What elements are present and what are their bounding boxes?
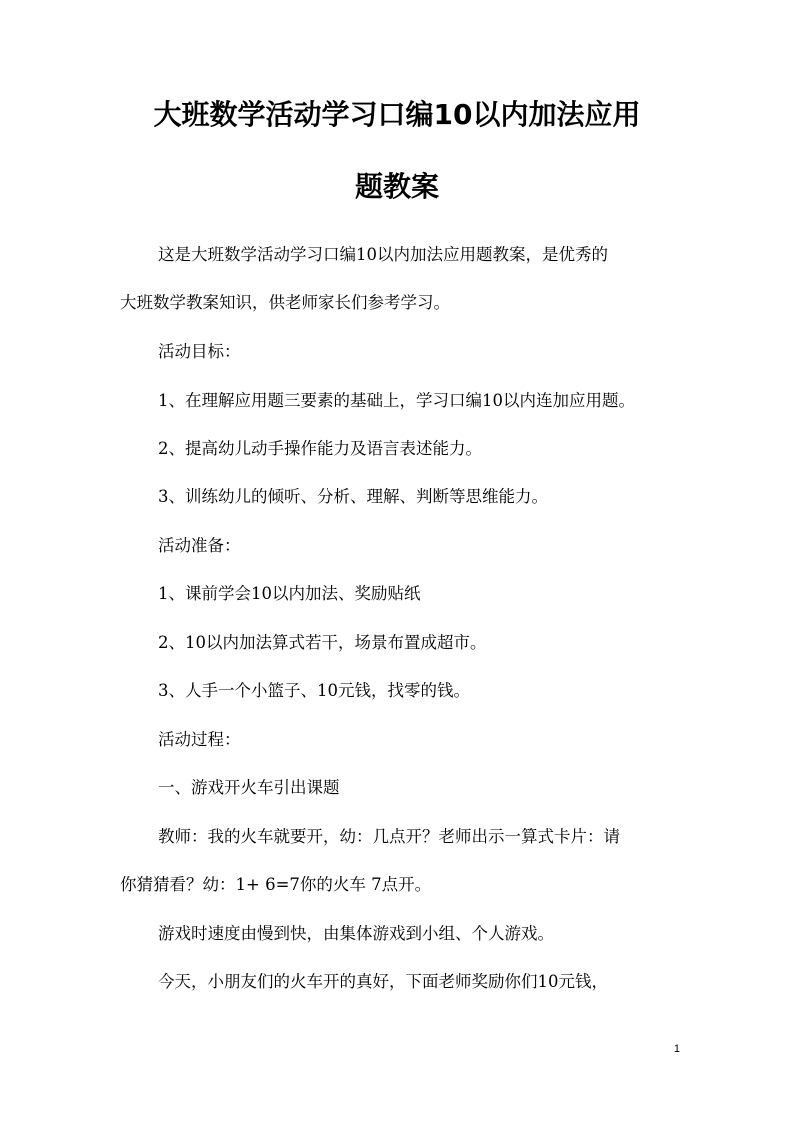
section-heading-goals: 活动目标：	[158, 342, 241, 361]
page-number: 1	[673, 1043, 680, 1055]
process-paragraph-line-4: 今天，小朋友们的火车开的真好，下面老师奖励你们10元钱，	[158, 972, 608, 991]
process-step-1-heading: 一、游戏开火车引出课题	[158, 778, 340, 797]
goal-item-1: 1、在理解应用题三要素的基础上，学习口编10以内连加应用题。	[158, 391, 635, 410]
document-title-line-1: 大班数学活动学习口编10以内加法应用	[153, 98, 641, 131]
intro-paragraph-line-2: 大班数学教案知识，供老师家长们参考学习。	[120, 293, 450, 312]
process-paragraph-line-1: 教师：我的火车就要开，幼：几点开？老师出示一算式卡片：请	[158, 827, 620, 846]
preparation-item-3: 3、人手一个小篮子、10元钱，找零的钱。	[158, 681, 470, 700]
process-paragraph-line-2: 你猜猜看？幼：1+ 6=7你的火车 7点开。	[120, 875, 432, 894]
goal-item-3: 3、训练幼儿的倾听、分析、理解、判断等思维能力。	[158, 487, 548, 506]
process-paragraph-line-3: 游戏时速度由慢到快，由集体游戏到小组、个人游戏。	[158, 924, 554, 943]
preparation-item-2: 2、10以内加法算式若干，场景布置成超市。	[158, 633, 487, 652]
section-heading-process: 活动过程：	[158, 730, 241, 749]
section-heading-preparation: 活动准备：	[158, 536, 241, 555]
document-title-line-2: 题教案	[354, 170, 439, 203]
goal-item-2: 2、提高幼儿动手操作能力及语言表述能力。	[158, 439, 482, 458]
intro-paragraph-line-1: 这是大班数学活动学习口编10以内加法应用题教案，是优秀的	[158, 245, 608, 264]
preparation-item-1: 1、课前学会10以内加法、奖励贴纸	[158, 584, 421, 603]
